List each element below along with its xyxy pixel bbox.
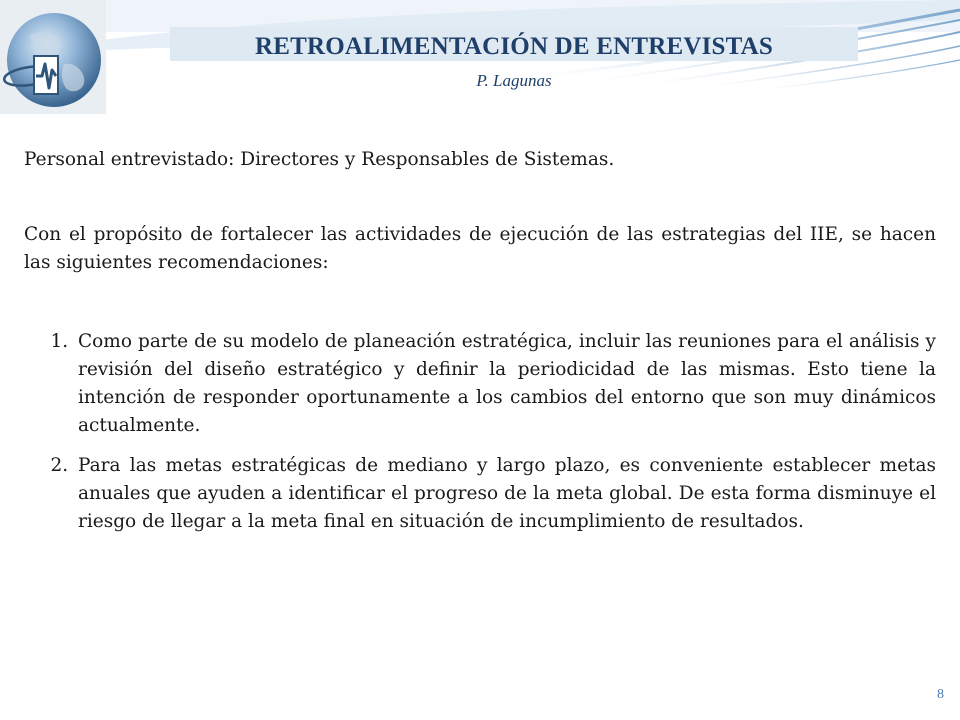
author-subtitle: P. Lagunas	[476, 71, 552, 90]
slide-body	[24, 146, 936, 548]
slide-title: RETROALIMENTACIÓN DE ENTREVISTAS	[254, 33, 774, 60]
recommendations-list	[24, 328, 936, 536]
recommendation-item: 2. Para las metas estratégicas de mediano y largo plazo, es conveniente establecer metas anuales que ayuden a identificar el progreso de la meta global. De esta forma disminuye el riesgo de llegar a la meta final en situación de incumplimiento de resultados.	[74, 452, 936, 536]
recommendation-item: 1. Como parte de su modelo de planeación estratégica, incluir las reuniones para el análisis y revisión del diseño estratégico y definir la periodicidad de las mismas. Esto tiene la intención de responder oportunamente a los cambios del entorno que son muy dinámicos actualmente.	[74, 328, 936, 440]
interviewed-personnel-text: Personal entrevistado: Directores y Responsables de Sistemas.	[24, 149, 615, 170]
globe-logo-icon	[0, 0, 106, 114]
page-number: 8	[937, 687, 944, 702]
header-decoration	[0, 0, 960, 130]
purpose-paragraph: Con el propósito de fortalecer las actividades de ejecución de las estrategias del IIE, se hacen las siguientes recomendaciones:	[24, 224, 936, 273]
